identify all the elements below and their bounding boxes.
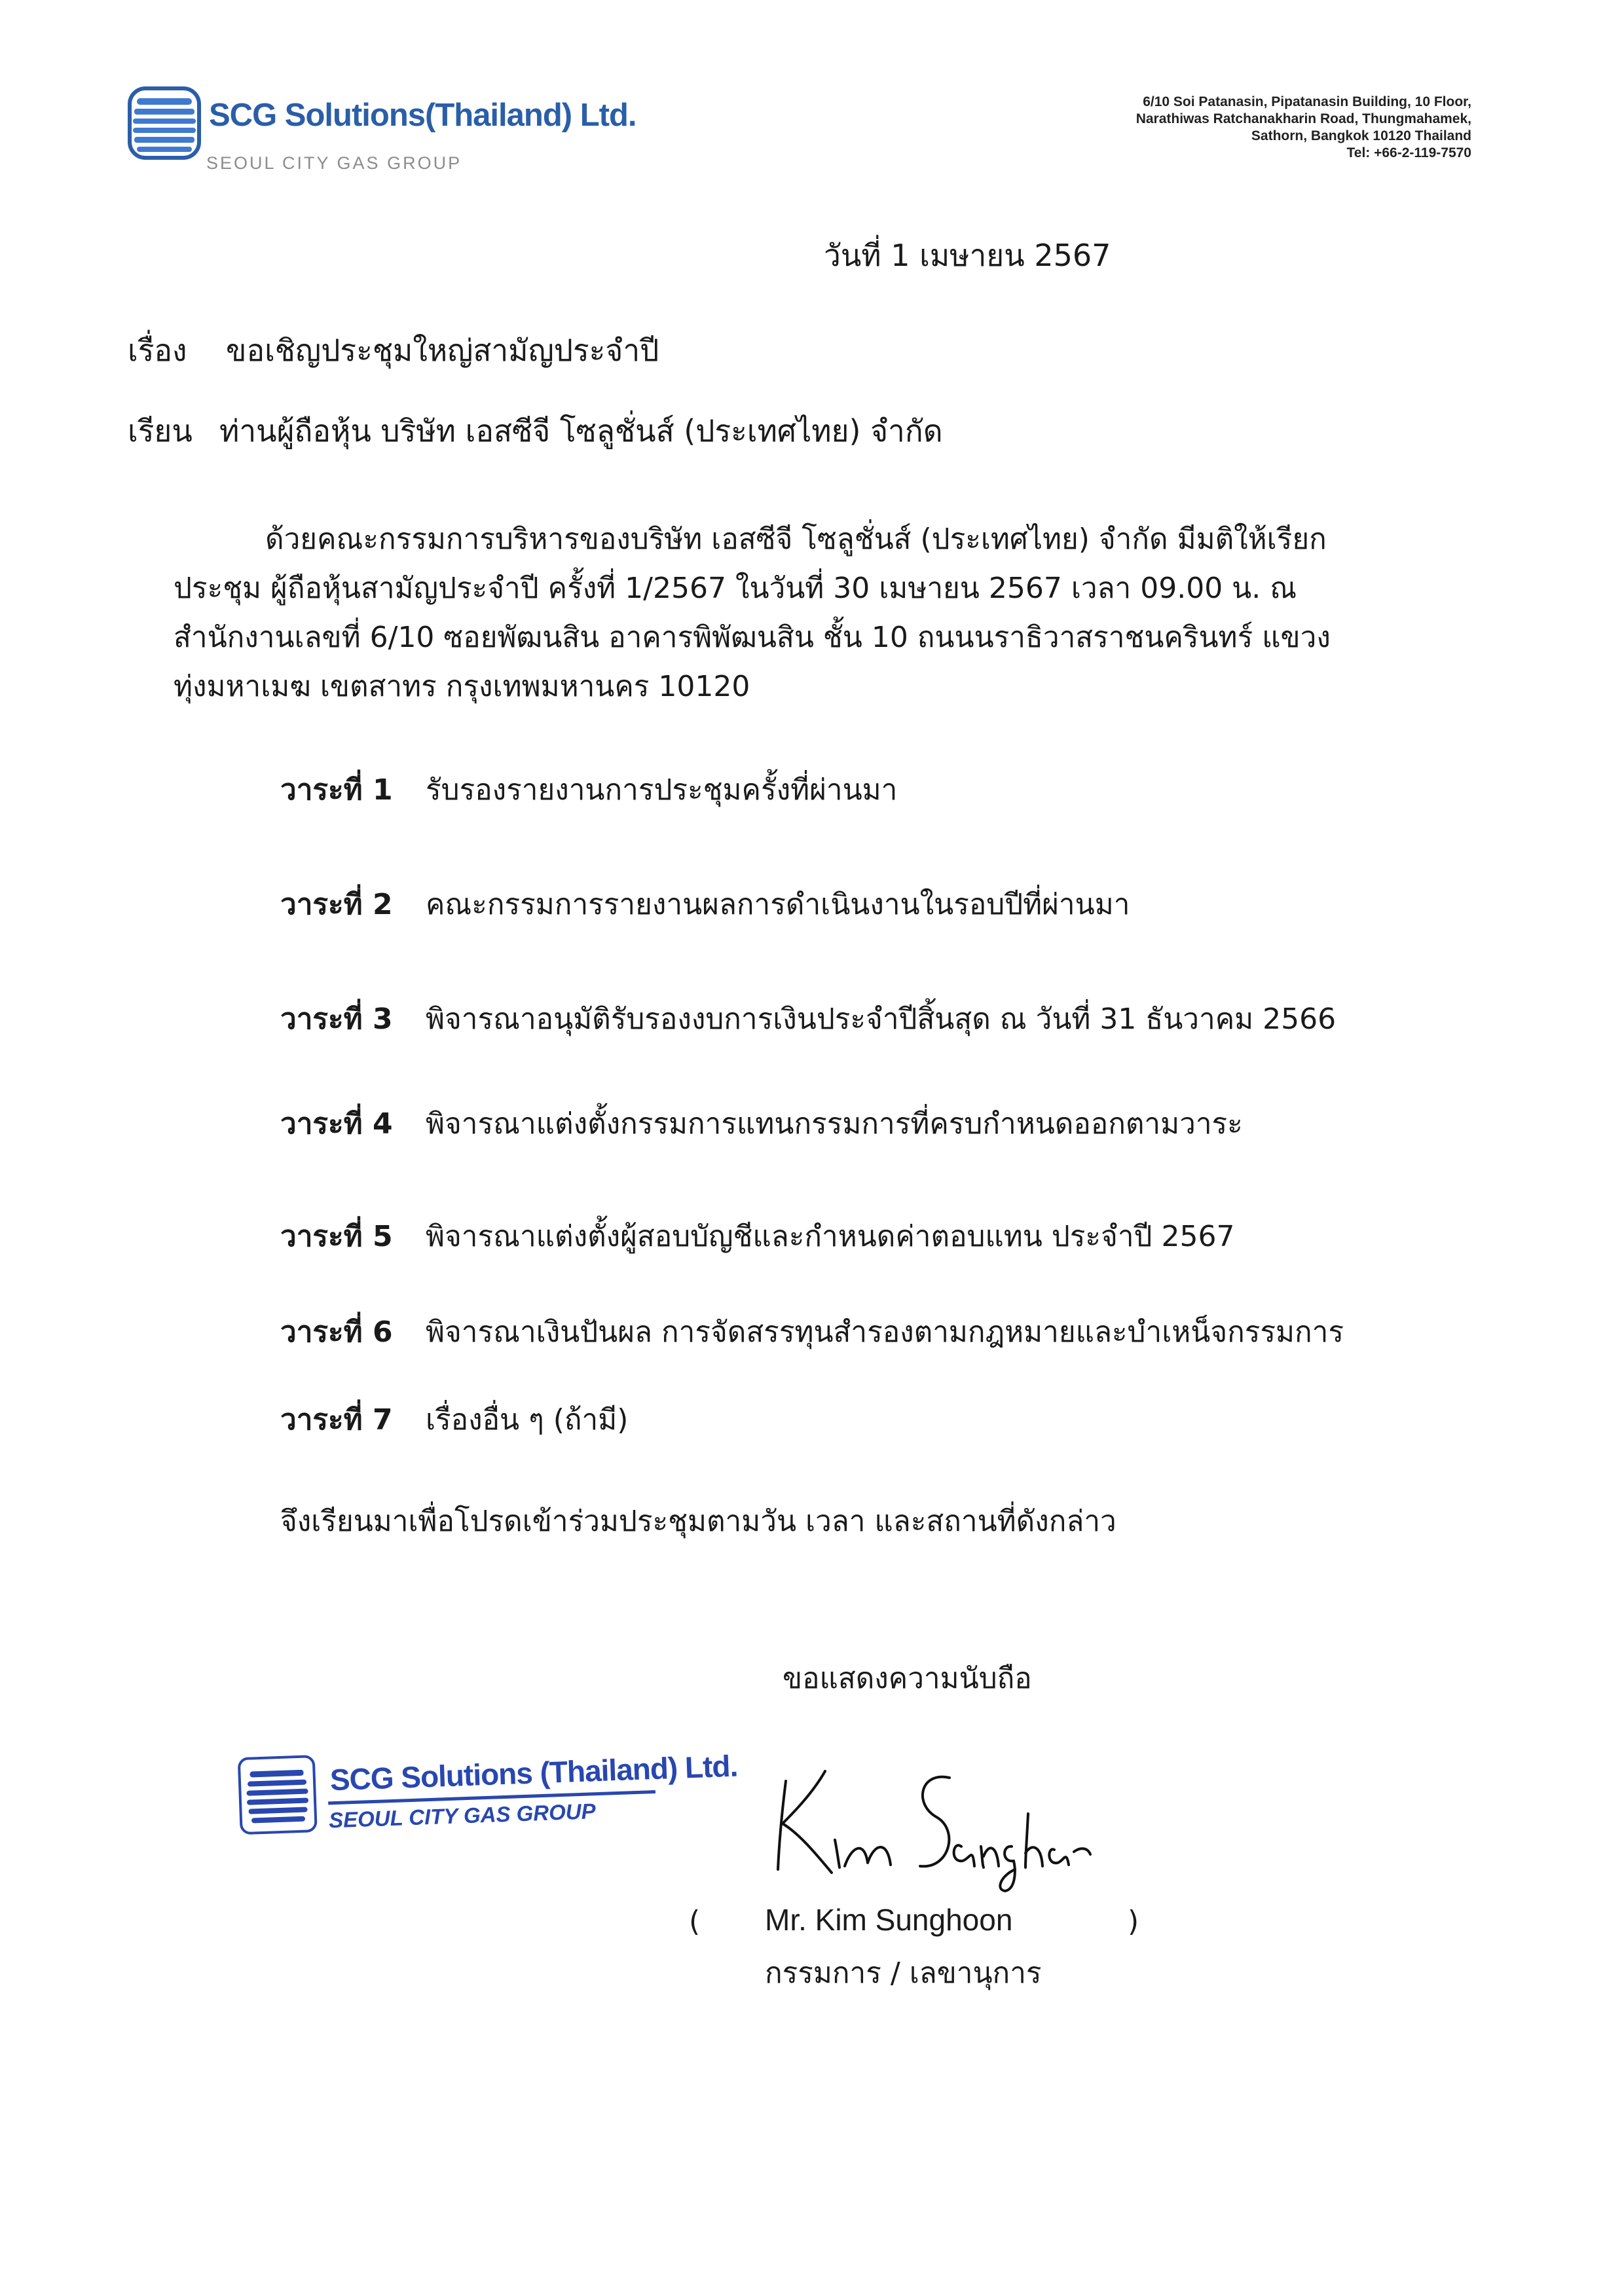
address-line: 6/10 Soi Patanasin, Pipatanasin Building, 10 Floor, bbox=[1143, 94, 1471, 109]
regards-text: ขอแสดงความนับถือ bbox=[783, 1662, 1032, 1695]
body-line: สำนักงานเลขที่ 6/10 ซอยพัฒนสิน อาคารพิพัฒนสิน ชั้น 10 ถนนนราธิวาสราชนครินทร์ แขวง bbox=[174, 621, 1331, 654]
handwritten-signature bbox=[753, 1742, 1094, 1892]
agenda-text: รับรองรายงานการประชุมครั้งที่ผ่านมา bbox=[426, 773, 898, 807]
signer-name: Mr. Kim Sunghoon bbox=[765, 1903, 1013, 1937]
agenda-label: วาระที่ 2 bbox=[280, 888, 393, 921]
logo-subtitle: SEOUL CITY GAS GROUP bbox=[206, 153, 462, 173]
agenda-label: วาระที่ 3 bbox=[280, 1002, 393, 1036]
recipient-label: เรียน bbox=[128, 413, 193, 449]
agenda-label: วาระที่ 5 bbox=[280, 1220, 393, 1253]
company-address bbox=[1013, 94, 1471, 162]
closing-text: จึงเรียนมาเพื่อโปรดเข้าร่วมประชุมตามวัน เวลา และสถานที่ดังกล่าว bbox=[280, 1505, 1116, 1538]
subject-label: เรื่อง bbox=[128, 333, 187, 368]
agenda-label: วาระที่ 7 bbox=[280, 1403, 393, 1437]
agenda-text: เรื่องอื่น ๆ (ถ้ามี) bbox=[426, 1403, 629, 1437]
body-line: ประชุม ผู้ถือหุ้นสามัญประจำปี ครั้งที่ 1/2567 ในวันที่ 30 เมษายน 2567 เวลา 09.00 น. ณ bbox=[174, 572, 1297, 605]
address-phone: Tel: +66-2-119-7570 bbox=[1346, 145, 1471, 160]
logo-company-name: SCG Solutions(Thailand) Ltd. bbox=[209, 98, 637, 133]
stamp-logo-icon bbox=[238, 1755, 318, 1835]
scg-logo-icon bbox=[128, 86, 201, 160]
agenda-text: คณะกรรมการรายงานผลการดำเนินงานในรอบปีที่ผ่านมา bbox=[426, 888, 1130, 921]
company-logo bbox=[128, 85, 665, 183]
subject-text: ขอเชิญประชุมใหญ่สามัญประจำปี bbox=[226, 333, 659, 368]
letter-date: วันที่ 1 เมษายน 2567 bbox=[824, 238, 1111, 273]
company-stamp bbox=[237, 1738, 739, 1857]
signer-title: กรรมการ / เลขานุการ bbox=[765, 1956, 1042, 1990]
agenda-text: พิจารณาแต่งตั้งกรรมการแทนกรรมการที่ครบกำหนดออกตามวาระ bbox=[426, 1107, 1243, 1141]
stamp-subtitle: SEOUL CITY GAS GROUP bbox=[328, 1799, 597, 1833]
recipient-text: ท่านผู้ถือหุ้น บริษัท เอสซีจี โซลูชั่นส์ (ประเทศไทย) จำกัด bbox=[219, 413, 943, 449]
address-line: Sathorn, Bangkok 10120 Thailand bbox=[1251, 128, 1471, 143]
stamp-company-name: SCG Solutions (Thailand) Ltd. bbox=[329, 1748, 739, 1797]
agenda-text: พิจารณาเงินปันผล การจัดสรรทุนสำรองตามกฎหมายและบำเหน็จกรรมการ bbox=[426, 1315, 1344, 1349]
signer-paren-close: ) bbox=[1128, 1905, 1139, 1938]
agenda-text: พิจารณาอนุมัติรับรองงบการเงินประจำปีสิ้นสุด ณ วันที่ 31 ธันวาคม 2566 bbox=[426, 1002, 1337, 1036]
signer-paren-open: ( bbox=[689, 1905, 701, 1938]
address-line: Narathiwas Ratchanakharin Road, Thungmahamek, bbox=[1135, 111, 1471, 126]
agenda-text: พิจารณาแต่งตั้งผู้สอบบัญชีและกำหนดค่าตอบแทน ประจำปี 2567 bbox=[426, 1220, 1235, 1253]
agenda-label: วาระที่ 6 bbox=[280, 1315, 393, 1349]
body-line: ทุ่งมหาเมฆ เขตสาทร กรุงเทพมหานคร 10120 bbox=[174, 670, 750, 703]
agenda-label: วาระที่ 4 bbox=[280, 1107, 393, 1141]
body-line: ด้วยคณะกรรมการบริหารของบริษัท เอสซีจี โซลูชั่นส์ (ประเทศไทย) จำกัด มีมติให้เรียก bbox=[265, 523, 1327, 556]
agenda-label: วาระที่ 1 bbox=[280, 773, 393, 807]
